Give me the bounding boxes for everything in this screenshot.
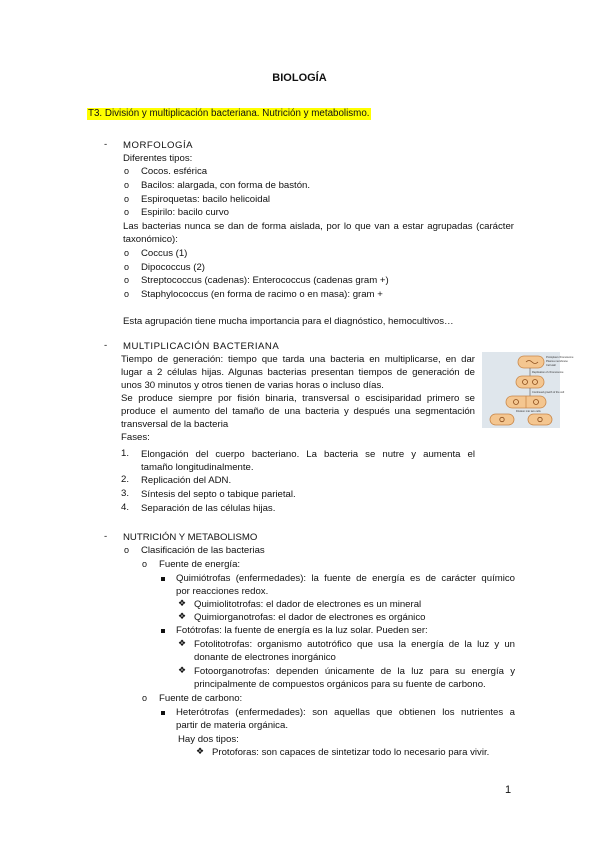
- list-item-continued: donante de electrones inorgánico: [194, 652, 336, 663]
- phase-item-continued: tamaño longitudinalmente.: [141, 462, 254, 473]
- bullet-circle: o: [124, 248, 130, 258]
- list-item: Quimiolitotrofas: el dador de electrones es un mineral: [194, 599, 422, 610]
- section-heading-morfologia: MORFOLOGÍA: [123, 140, 194, 151]
- list-item: Fotolitotrofas: organismo autotrófico que usa la energía de la luz y un: [194, 639, 515, 650]
- list-item: Quimiótrofas (enfermedades): la fuente de energía es de carácter químico: [176, 573, 515, 584]
- list-item-continued: partir de materia orgánica.: [176, 720, 288, 731]
- paragraph-line: Las bacterias nunca se dan de forma aislada, por lo que van a estar agrupadas (carácter: [123, 221, 514, 232]
- bullet-diamond: ❖: [178, 598, 187, 608]
- page-number: 1: [505, 784, 512, 796]
- paragraph-line: taxonómico):: [123, 234, 178, 245]
- types-intro: Diferentes tipos:: [123, 153, 193, 164]
- figure-label: Division into two cells: [516, 410, 541, 413]
- paragraph-line: Fases:: [121, 432, 150, 443]
- bullet-diamond: ❖: [178, 611, 187, 621]
- bullet-circle: o: [124, 180, 130, 190]
- bullet-circle: o: [124, 262, 130, 272]
- classification-label: Clasificación de las bacterias: [141, 545, 265, 556]
- section-dash: -: [104, 139, 108, 150]
- bullet-circle: o: [124, 194, 130, 204]
- list-number: 3.: [121, 488, 130, 499]
- phase-item: Separación de las células hijas.: [141, 503, 276, 514]
- list-item: Streptococcus (cadenas): Enterococcus (cadenas gram +): [141, 275, 389, 286]
- binary-fission-figure: [482, 352, 574, 428]
- paragraph-line: transversal de la bacteria: [121, 419, 229, 430]
- section-heading-multiplicacion: MULTIPLICACIÓN BACTERIANA: [123, 341, 280, 352]
- list-item: Espirilo: bacilo curvo: [141, 207, 229, 218]
- bullet-square: [161, 629, 165, 633]
- section-heading-nutricion: NUTRICIÓN Y METABOLISMO: [123, 532, 258, 543]
- topic-heading: T3. División y multiplicación bacteriana. Nutrición y metabolismo.: [88, 108, 370, 119]
- list-item: Espiroquetas: bacilo helicoidal: [141, 194, 271, 205]
- paragraph-line: Tiempo de generación: tiempo que tarda una bacteria en multiplicarse, en dar: [121, 354, 475, 365]
- list-item: Fotótrofas: la fuente de energía es la luz solar. Pueden ser:: [176, 625, 428, 636]
- bullet-circle: o: [142, 693, 148, 703]
- bullet-circle: o: [124, 207, 130, 217]
- list-item: Cocos. esférica: [141, 166, 208, 177]
- phase-item: Síntesis del septo o tabique parietal.: [141, 489, 296, 500]
- bullet-square: [161, 577, 165, 581]
- list-item: Protoforas: son capaces de sintetizar todo lo necesario para vivir.: [212, 747, 490, 758]
- paragraph-line: unos 30 minutos y otros tienen de varias horas o incluso días.: [121, 380, 384, 391]
- note-line: Esta agrupación tiene mucha importancia para el diagnóstico, hemocultivos…: [123, 316, 454, 327]
- daughter-cell: [528, 414, 552, 425]
- bullet-circle: o: [124, 275, 130, 285]
- list-item: Bacilos: alargada, con forma de bastón.: [141, 180, 311, 191]
- section-dash: -: [104, 531, 108, 542]
- bullet-circle: o: [124, 545, 130, 555]
- list-item: Coccus (1): [141, 248, 188, 259]
- list-number: 1.: [121, 448, 130, 459]
- bacterium-cell: [516, 376, 544, 388]
- list-number: 4.: [121, 502, 130, 513]
- figure-label: Cell wall: [546, 364, 556, 367]
- paragraph-line: lugar a 2 células hijas. Algunas bacterias presentan tiempos de generación de: [121, 367, 475, 378]
- bullet-circle: o: [142, 559, 148, 569]
- bacterium-cell: [518, 356, 544, 368]
- list-item: Staphylococcus (en forma de racimo o en masa): gram +: [141, 289, 383, 300]
- list-item: Dipococcus (2): [141, 262, 205, 273]
- section-dash: -: [104, 340, 108, 351]
- figure-label: Replication of chromosome: [532, 371, 564, 374]
- binary-fission-diagram: [482, 352, 574, 428]
- list-item-continued: principalmente de compuestos orgánicos para su fuente de carbono.: [194, 679, 486, 690]
- types-label: Hay dos tipos:: [178, 734, 239, 745]
- bullet-square: [161, 711, 165, 715]
- list-item-continued: por reacciones redox.: [176, 586, 269, 597]
- carbon-source-label: Fuente de carbono:: [159, 693, 243, 704]
- energy-source-label: Fuente de energía:: [159, 559, 241, 570]
- figure-label: Protoplast chromosome: [546, 356, 574, 359]
- bullet-diamond: ❖: [196, 746, 205, 756]
- figure-label: Continued growth of the cell: [532, 391, 565, 394]
- bullet-circle: o: [124, 166, 130, 176]
- daughter-cell: [490, 414, 514, 425]
- figure-label: Plasma membrane: [546, 360, 568, 363]
- bullet-circle: o: [124, 289, 130, 299]
- bullet-diamond: ❖: [178, 638, 187, 648]
- phase-item: Replicación del ADN.: [141, 475, 232, 486]
- document-title: BIOLOGÍA: [272, 72, 327, 84]
- phase-item: Elongación del cuerpo bacteriano. La bacteria se nutre y aumenta el: [141, 449, 475, 460]
- list-number: 2.: [121, 474, 130, 485]
- list-item: Heterótrofas (enfermedades): son aquellas que obtienen los nutrientes a: [176, 707, 515, 718]
- paragraph-line: Se produce siempre por fisión binaria, transversal o escisiparidad primero se: [121, 393, 475, 404]
- list-item: Fotoorganotrofas: dependen únicamente de la luz para su energía y: [194, 666, 515, 677]
- list-item: Quimiorganotrofas: el dador de electrones es orgánico: [194, 612, 426, 623]
- paragraph-line: produce el aumento del tamaño de una bacteria y después una segmentación: [121, 406, 475, 417]
- bullet-diamond: ❖: [178, 665, 187, 675]
